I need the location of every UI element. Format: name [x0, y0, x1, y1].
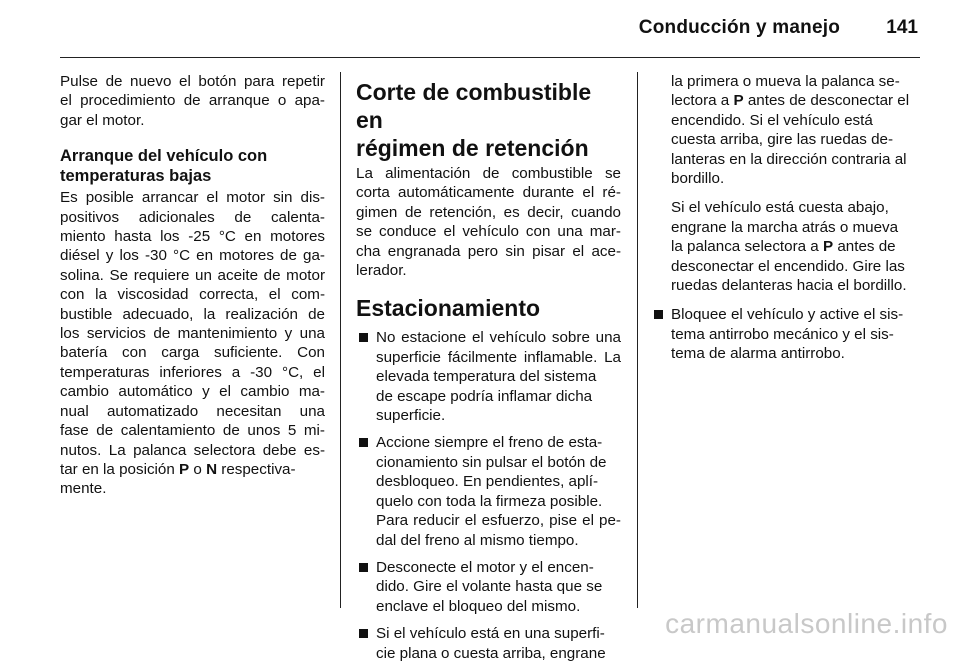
text-line: Accione siempre el freno de esta-: [376, 434, 603, 452]
intro-paragraph: [60, 72, 325, 130]
list-item: [356, 624, 621, 663]
list-item: [356, 433, 621, 549]
text-line: Bloquee el vehículo y active el sis-: [671, 306, 904, 324]
text-line: se conduce el vehículo con una mar-: [356, 223, 621, 241]
header-rule: [60, 57, 920, 58]
text-line: encendido. Si el vehículo está: [671, 111, 873, 129]
text-line: bustible adecuado, la realización de: [60, 305, 325, 323]
text-line: la palanca selectora a P antes de: [671, 238, 896, 256]
text-line: gimen de retención, es decir, cuando: [356, 203, 621, 221]
text-line: mente.: [60, 480, 107, 498]
text-line: Pulse de nuevo el botón para repetir: [60, 73, 325, 90]
list-item: [356, 328, 621, 425]
text-line: tema de alarma antirrobo.: [671, 345, 845, 363]
downhill-paragraph: [651, 198, 919, 295]
parking-continued-paragraph: [651, 72, 919, 188]
gear-p-label: P: [822, 238, 834, 256]
text-line: gar el motor.: [60, 111, 145, 129]
text-line: desbloqueo. En pendientes, aplí-: [376, 473, 599, 491]
list-item: [356, 558, 621, 616]
text-line: tema antirrobo mecánico y el sis-: [671, 325, 894, 343]
text-line: solina. Se requiere un aceite de motor: [60, 266, 325, 284]
text-line: lectora a P antes de desconectar el: [671, 92, 910, 110]
text-line: engrane la marcha atrás o mueva: [671, 218, 899, 236]
bullet-square-icon: [359, 563, 368, 572]
text-line: de escape podría inflamar dicha: [376, 387, 593, 405]
text-line: nutos. La palanca selectora debe es-: [60, 441, 325, 459]
text-line: miento hasta los -25 °C en motores: [60, 228, 325, 246]
page-number: 141: [886, 17, 918, 38]
text-line: el procedimiento de arranque o apa-: [60, 92, 325, 110]
column-divider-2: [637, 72, 638, 608]
section-heading-cold-start: [60, 146, 325, 186]
column-divider-1: [340, 72, 341, 608]
text-line: superficie.: [376, 407, 446, 425]
text-line: los servicios de mantenimiento y una: [60, 325, 325, 343]
text-line: cionamiento sin pulsar el botón de: [376, 453, 607, 471]
section-heading-parking: Estacionamiento: [356, 295, 541, 322]
heading-line: temperaturas bajas: [60, 167, 212, 186]
text-line: dido. Gire el volante hasta que se: [376, 578, 603, 596]
text-line: con la viscosidad correcta, el com-: [60, 286, 325, 304]
bullet-square-icon: [359, 629, 368, 638]
text-line: Si el vehículo está cuesta abajo,: [671, 199, 889, 217]
text-line: lanteras en la dirección contraria al: [671, 150, 907, 168]
text-line: cuesta arriba, gire las ruedas de-: [671, 131, 894, 149]
text-line: batería con carga suficiente. Con: [60, 344, 325, 362]
text-line: bordillo.: [671, 170, 725, 188]
text-line: La alimentación de combustible se: [356, 165, 621, 182]
text-line: cambio automático y el cambio ma-: [60, 383, 325, 401]
text-line: quelo con toda la firmeza posible.: [376, 492, 603, 510]
text-line: desconectar el encendido. Gire las: [671, 257, 905, 275]
text-line: Si el vehículo está en una superfi-: [376, 625, 605, 643]
cold-start-paragraph: [60, 188, 325, 499]
text-line: ruedas delanteras hacia el bordillo.: [671, 277, 907, 295]
column-2: [356, 72, 621, 671]
text-line: corta automáticamente durante el ré-: [356, 184, 621, 202]
text-line: lerador.: [356, 262, 407, 280]
text-line: cie plana o cuesta arriba, engrane: [376, 644, 606, 662]
text-line: temperaturas inferiores a -30 °C, el: [60, 363, 325, 381]
heading-line: régimen de retención: [356, 135, 589, 161]
column-3: [651, 72, 919, 372]
text-line: Para reducir el esfuerzo, pise el pe-: [376, 512, 621, 530]
section-heading-fuel-cut: [356, 78, 621, 162]
text-line: No estacione el vehículo sobre una: [376, 329, 621, 347]
heading-line: Corte de combustible en: [356, 79, 592, 133]
heading-line: Arranque del vehículo con: [60, 147, 268, 166]
watermark: carmanualsonline.info: [665, 608, 948, 639]
text-line: diésel y los -30 °C en motores de ga-: [60, 247, 325, 265]
column-1: [60, 72, 325, 499]
text-line: fase de calentamiento de unos 5 mi-: [60, 422, 325, 440]
text-line: enclave el bloqueo del mismo.: [376, 597, 581, 615]
text-line: Desconecte el motor y el encen-: [376, 558, 594, 576]
gear-n-label: N: [206, 460, 218, 478]
text-line: Es posible arrancar el motor sin dis-: [60, 189, 325, 207]
gear-p-label: P: [733, 92, 744, 110]
text-line: nual automatizado necesitan una: [60, 402, 325, 420]
bullet-square-icon: [359, 333, 368, 342]
text-line: tar en la posición P o N respectiva-: [60, 460, 296, 478]
text-line: la primera o mueva la palanca se-: [671, 73, 900, 90]
text-line: cha engranada pero sin pisar el ace-: [356, 242, 621, 260]
gear-p-label: P: [179, 460, 190, 478]
text-line: elevada temperatura del sistema: [376, 368, 597, 386]
text-line: dal del freno al mismo tiempo.: [376, 531, 579, 549]
list-item: [651, 305, 919, 363]
text-line: positivos adicionales de calenta-: [60, 208, 325, 226]
section-title: Conducción y manejo: [638, 17, 840, 38]
text-line: superficie fácilmente inflamable. La: [376, 348, 621, 366]
bullet-square-icon: [359, 438, 368, 447]
bullet-square-icon: [654, 310, 663, 319]
fuel-cut-paragraph: [356, 164, 621, 280]
